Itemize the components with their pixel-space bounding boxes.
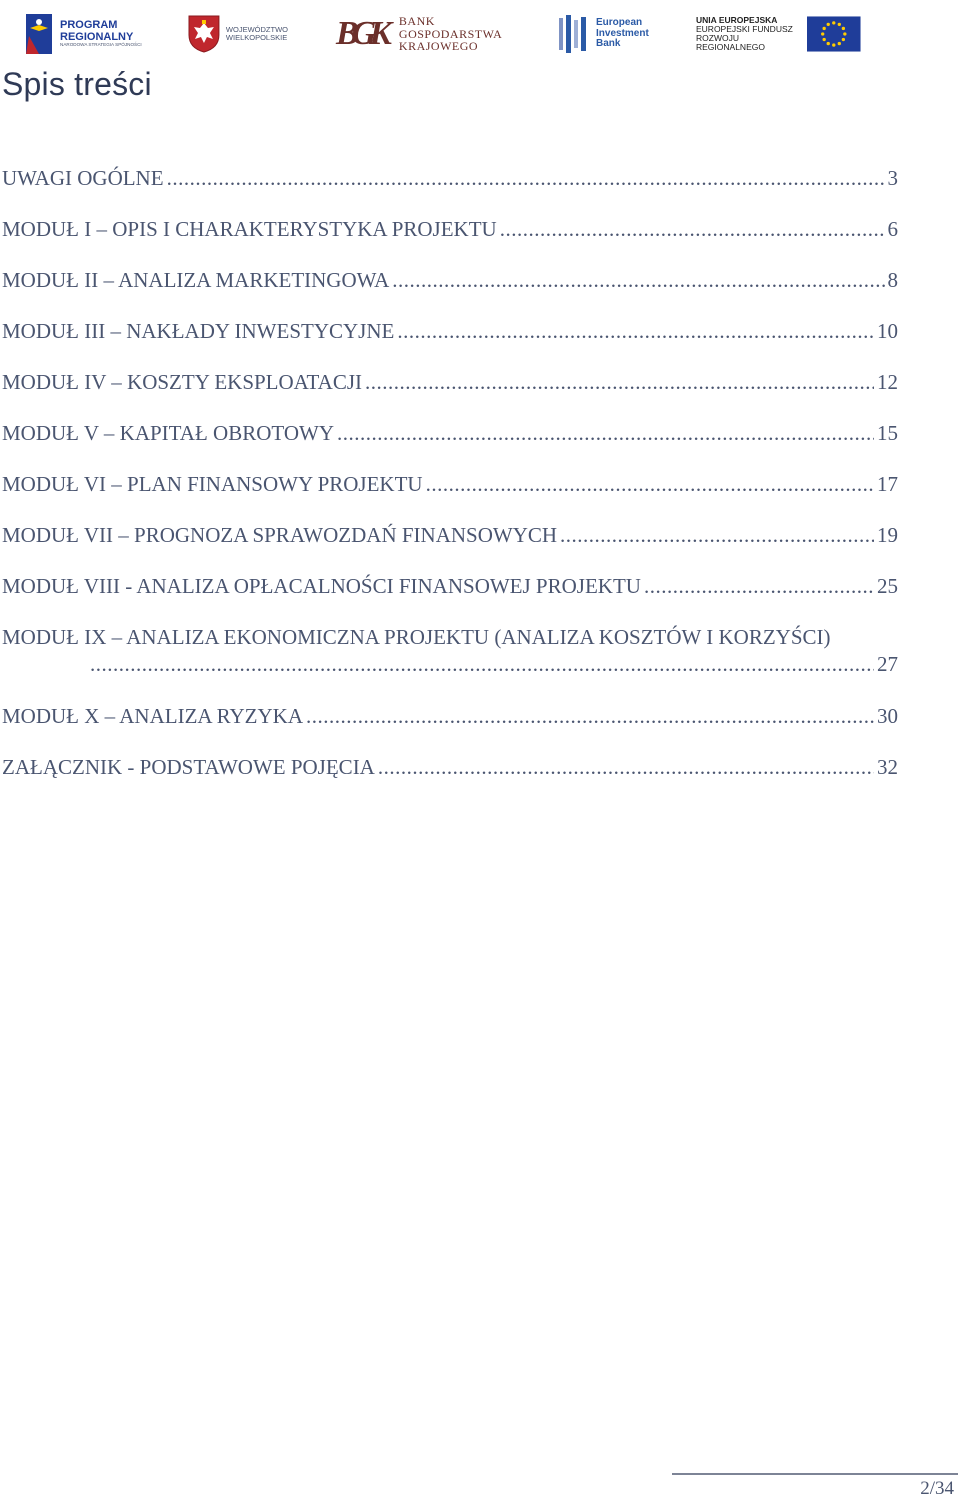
toc-label: MODUŁ III – NAKŁADY INWESTYCYJNE [2, 319, 395, 343]
toc-page-number: 25 [877, 574, 898, 598]
toc-leader-dots [378, 755, 874, 780]
toc-entry-modul-3[interactable] [2, 319, 898, 370]
toc-page-number: 30 [877, 704, 898, 728]
program-regionalny-star-icon [26, 14, 52, 54]
eu-flag-icon [807, 15, 861, 53]
toc-page-number: 6 [887, 217, 898, 241]
table-of-contents [2, 166, 898, 806]
toc-page-number: 12 [877, 370, 898, 394]
toc-leader-dots [365, 370, 874, 395]
toc-entry-modul-8[interactable] [2, 574, 898, 625]
toc-leader-dots [392, 268, 884, 293]
toc-label: MODUŁ IX – ANALIZA EKONOMICZNA PROJEKTU (ANALIZA KOSZTÓW I KORZYŚCI) [2, 625, 831, 649]
bgk-line3: KRAJOWEGO [398, 39, 479, 54]
bgk-logo [336, 10, 506, 58]
toc-leader-dots [500, 217, 885, 242]
toc-label: MODUŁ X – ANALIZA RYZYKA [2, 704, 303, 728]
unia-europejska-logo [696, 10, 861, 58]
toc-page-number: 27 [877, 652, 898, 676]
eib-line2: Investment [596, 27, 649, 39]
toc-entry-modul-2[interactable] [2, 268, 898, 319]
eu-line1: UNIA EUROPEJSKA [696, 15, 778, 26]
toc-label: MODUŁ II – ANALIZA MARKETINGOWA [2, 268, 390, 292]
header-logos [0, 10, 960, 58]
page-number: 2/34 [920, 1478, 954, 1499]
european-investment-bank-logo [558, 10, 658, 58]
toc-label: MODUŁ IV – KOSZTY EKSPLOATACJI [2, 370, 362, 394]
program-regionalny-line3: NARODOWA STRATEGIA SPÓJNOŚCI [60, 42, 142, 48]
toc-leader-dots [337, 421, 874, 446]
eib-bars-icon [558, 14, 590, 54]
toc-leader-dots [560, 523, 874, 548]
toc-page-number: 3 [887, 166, 898, 190]
wielkopolska-coat-of-arms-icon [188, 15, 220, 53]
toc-entry-modul-7[interactable] [2, 523, 898, 574]
program-regionalny-line2: REGIONALNY [60, 30, 134, 43]
toc-leader-dots [306, 704, 874, 729]
toc-entry-modul-10[interactable] [2, 704, 898, 755]
toc-entry-uwagi-ogolne[interactable] [2, 166, 898, 217]
toc-label: ZAŁĄCZNIK - PODSTAWOWE POJĘCIA [2, 755, 375, 779]
toc-page-number: 19 [877, 523, 898, 547]
toc-page-number: 17 [877, 472, 898, 496]
toc-page-number: 8 [887, 268, 898, 292]
toc-leader-dots [397, 319, 874, 344]
toc-entry-modul-6[interactable] [2, 472, 898, 523]
toc-label: UWAGI OGÓLNE [2, 166, 164, 190]
toc-entry-modul-9[interactable] [2, 625, 898, 704]
toc-leader-dots [644, 574, 874, 599]
bgk-line1: BANK [398, 14, 435, 29]
toc-label: MODUŁ V – KAPITAŁ OBROTOWY [2, 421, 334, 445]
program-regionalny-line1: PROGRAM [60, 19, 118, 32]
eib-line3: Bank [596, 38, 621, 50]
toc-leader-dots [426, 472, 874, 497]
eib-line1: European [596, 17, 643, 29]
toc-page-number: 32 [877, 755, 898, 779]
eu-line2: EUROPEJSKI FUNDUSZ [696, 24, 793, 35]
wojewodztwo-line1: WOJEWÓDZTWO [225, 25, 288, 35]
wojewodztwo-logo [188, 10, 288, 58]
toc-entry-modul-5[interactable] [2, 421, 898, 472]
toc-entry-modul-1[interactable] [2, 217, 898, 268]
toc-entry-modul-4[interactable] [2, 370, 898, 421]
bgk-line2: GOSPODARSTWA [398, 26, 503, 41]
toc-page-number: 15 [877, 421, 898, 445]
wojewodztwo-line2: WIELKOPOLSKIE [225, 33, 288, 42]
toc-label: MODUŁ VI – PLAN FINANSOWY PROJEKTU [2, 472, 423, 496]
toc-page-number: 10 [877, 319, 898, 343]
page-title: Spis treści [2, 66, 152, 102]
bgk-monogram: BGK [336, 15, 385, 52]
toc-leader-dots [167, 166, 885, 191]
footer-divider [672, 1473, 958, 1475]
eu-line3: ROZWOJU REGIONALNEGO [696, 33, 765, 52]
program-regionalny-logo [26, 10, 151, 58]
toc-label: MODUŁ VII – PROGNOZA SPRAWOZDAŃ FINANSOWYCH [2, 523, 558, 547]
toc-leader-dots [90, 652, 874, 677]
toc-entry-zalacznik[interactable] [2, 755, 898, 806]
toc-label: MODUŁ VIII - ANALIZA OPŁACALNOŚCI FINANSOWEJ PROJEKTU [2, 574, 641, 598]
toc-label: MODUŁ I – OPIS I CHARAKTERYSTYKA PROJEKTU [2, 217, 497, 241]
